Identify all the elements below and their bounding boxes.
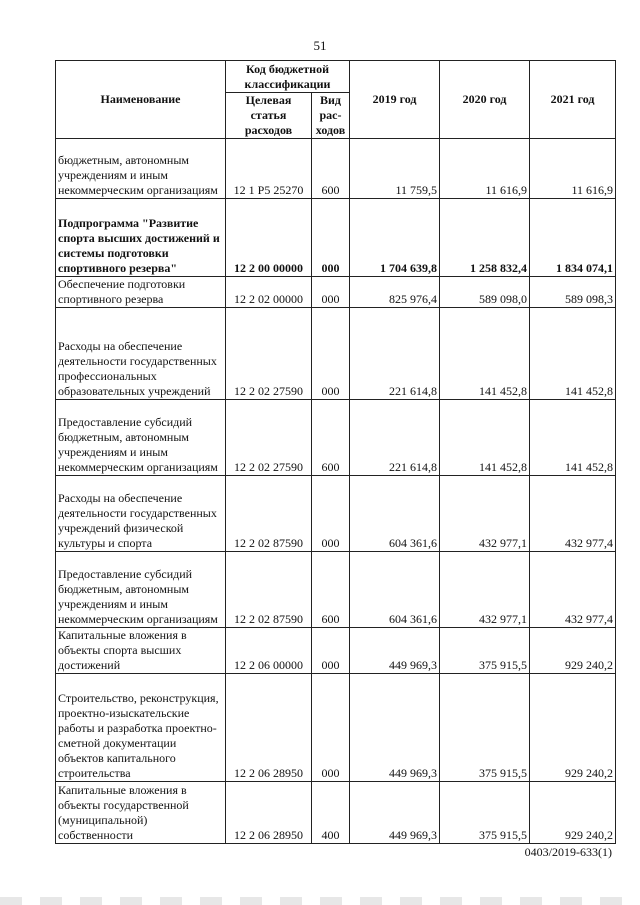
row-vid: 000 [312, 199, 350, 277]
header-2020: 2020 год [440, 61, 530, 139]
row-vid: 000 [312, 674, 350, 782]
page-number: 51 [313, 38, 327, 53]
row-2019: 449 969,3 [350, 628, 440, 674]
row-vid: 400 [312, 782, 350, 844]
row-2020: 11 616,9 [440, 139, 530, 199]
row-code: 12 2 06 28950 [226, 674, 312, 782]
row-vid: 000 [312, 476, 350, 552]
row-name: Строительство, реконструкция, проектно-изыскательские работы и разработка проектно-сметной документации объектов капитального строительства [56, 674, 226, 782]
row-2021: 141 452,8 [530, 308, 616, 400]
header-expense-type: Вид рас-ходов [312, 93, 350, 139]
row-code: 12 2 06 00000 [226, 628, 312, 674]
row-2021: 1 834 074,1 [530, 199, 616, 277]
row-2019: 1 704 639,8 [350, 199, 440, 277]
table-row [56, 782, 616, 844]
row-name: Предоставление субсидий бюджетным, автономным учреждениям и иным некоммерческим организациям [56, 400, 226, 476]
table-row [56, 308, 616, 400]
header-2019: 2019 год [350, 61, 440, 139]
row-2021: 929 240,2 [530, 628, 616, 674]
row-name: Предоставление субсидий бюджетным, автономным учреждениям и иным некоммерческим организациям [56, 552, 226, 628]
table-row [56, 400, 616, 476]
row-vid: 000 [312, 628, 350, 674]
row-2021: 432 977,4 [530, 476, 616, 552]
row-code: 12 2 02 27590 [226, 400, 312, 476]
row-name: Подпрограмма "Развитие спорта высших достижений и системы подготовки спортивного резерва" [56, 199, 226, 277]
row-2019: 221 614,8 [350, 308, 440, 400]
row-vid: 600 [312, 139, 350, 199]
row-code: 12 2 06 28950 [226, 782, 312, 844]
row-2020: 1 258 832,4 [440, 199, 530, 277]
row-2021: 141 452,8 [530, 400, 616, 476]
row-2020: 432 977,1 [440, 552, 530, 628]
row-name: Расходы на обеспечение деятельности государственных учреждений физической культуры и спорта [56, 476, 226, 552]
row-2021: 929 240,2 [530, 674, 616, 782]
row-vid: 000 [312, 277, 350, 308]
table-row [56, 476, 616, 552]
row-vid: 600 [312, 400, 350, 476]
row-2019: 604 361,6 [350, 552, 440, 628]
row-2019: 449 969,3 [350, 782, 440, 844]
row-2020: 141 452,8 [440, 308, 530, 400]
row-2020: 589 098,0 [440, 277, 530, 308]
row-2019: 221 614,8 [350, 400, 440, 476]
table-row [56, 199, 616, 277]
scan-artifact [0, 897, 640, 905]
row-name: Обеспечение подготовки спортивного резерва [56, 277, 226, 308]
row-2019: 604 361,6 [350, 476, 440, 552]
table-row [56, 139, 616, 199]
row-2021: 432 977,4 [530, 552, 616, 628]
row-2020: 375 915,5 [440, 782, 530, 844]
row-2021: 589 098,3 [530, 277, 616, 308]
table-row [56, 277, 616, 308]
header-name: Наименование [56, 61, 226, 139]
row-2019: 11 759,5 [350, 139, 440, 199]
header-budget-code: Код бюджетной классификации [226, 61, 350, 93]
row-name: Расходы на обеспечение деятельности государственных профессиональных образовательных учреждений [56, 308, 226, 400]
header-target-item: Целевая статья расходов [226, 93, 312, 139]
row-2019: 825 976,4 [350, 277, 440, 308]
row-name: Капитальные вложения в объекты спорта высших достижений [56, 628, 226, 674]
budget-table [55, 60, 616, 844]
table-row [56, 552, 616, 628]
header-2021: 2021 год [530, 61, 616, 139]
row-code: 12 2 02 87590 [226, 476, 312, 552]
row-code: 12 2 02 87590 [226, 552, 312, 628]
row-2020: 375 915,5 [440, 628, 530, 674]
row-code: 12 1 P5 25270 [226, 139, 312, 199]
row-2021: 11 616,9 [530, 139, 616, 199]
row-2020: 141 452,8 [440, 400, 530, 476]
row-2019: 449 969,3 [350, 674, 440, 782]
document-code: 0403/2019-633(1) [524, 845, 612, 859]
row-2020: 375 915,5 [440, 674, 530, 782]
table-row [56, 674, 616, 782]
row-code: 12 2 00 00000 [226, 199, 312, 277]
row-name: Капитальные вложения в объекты государственной (муниципальной) собственности [56, 782, 226, 844]
row-vid: 000 [312, 308, 350, 400]
row-2021: 929 240,2 [530, 782, 616, 844]
row-name: бюджетным, автономным учреждениям и иным некоммерческим организациям [56, 139, 226, 199]
table-row [56, 628, 616, 674]
row-vid: 600 [312, 552, 350, 628]
row-code: 12 2 02 00000 [226, 277, 312, 308]
row-2020: 432 977,1 [440, 476, 530, 552]
row-code: 12 2 02 27590 [226, 308, 312, 400]
